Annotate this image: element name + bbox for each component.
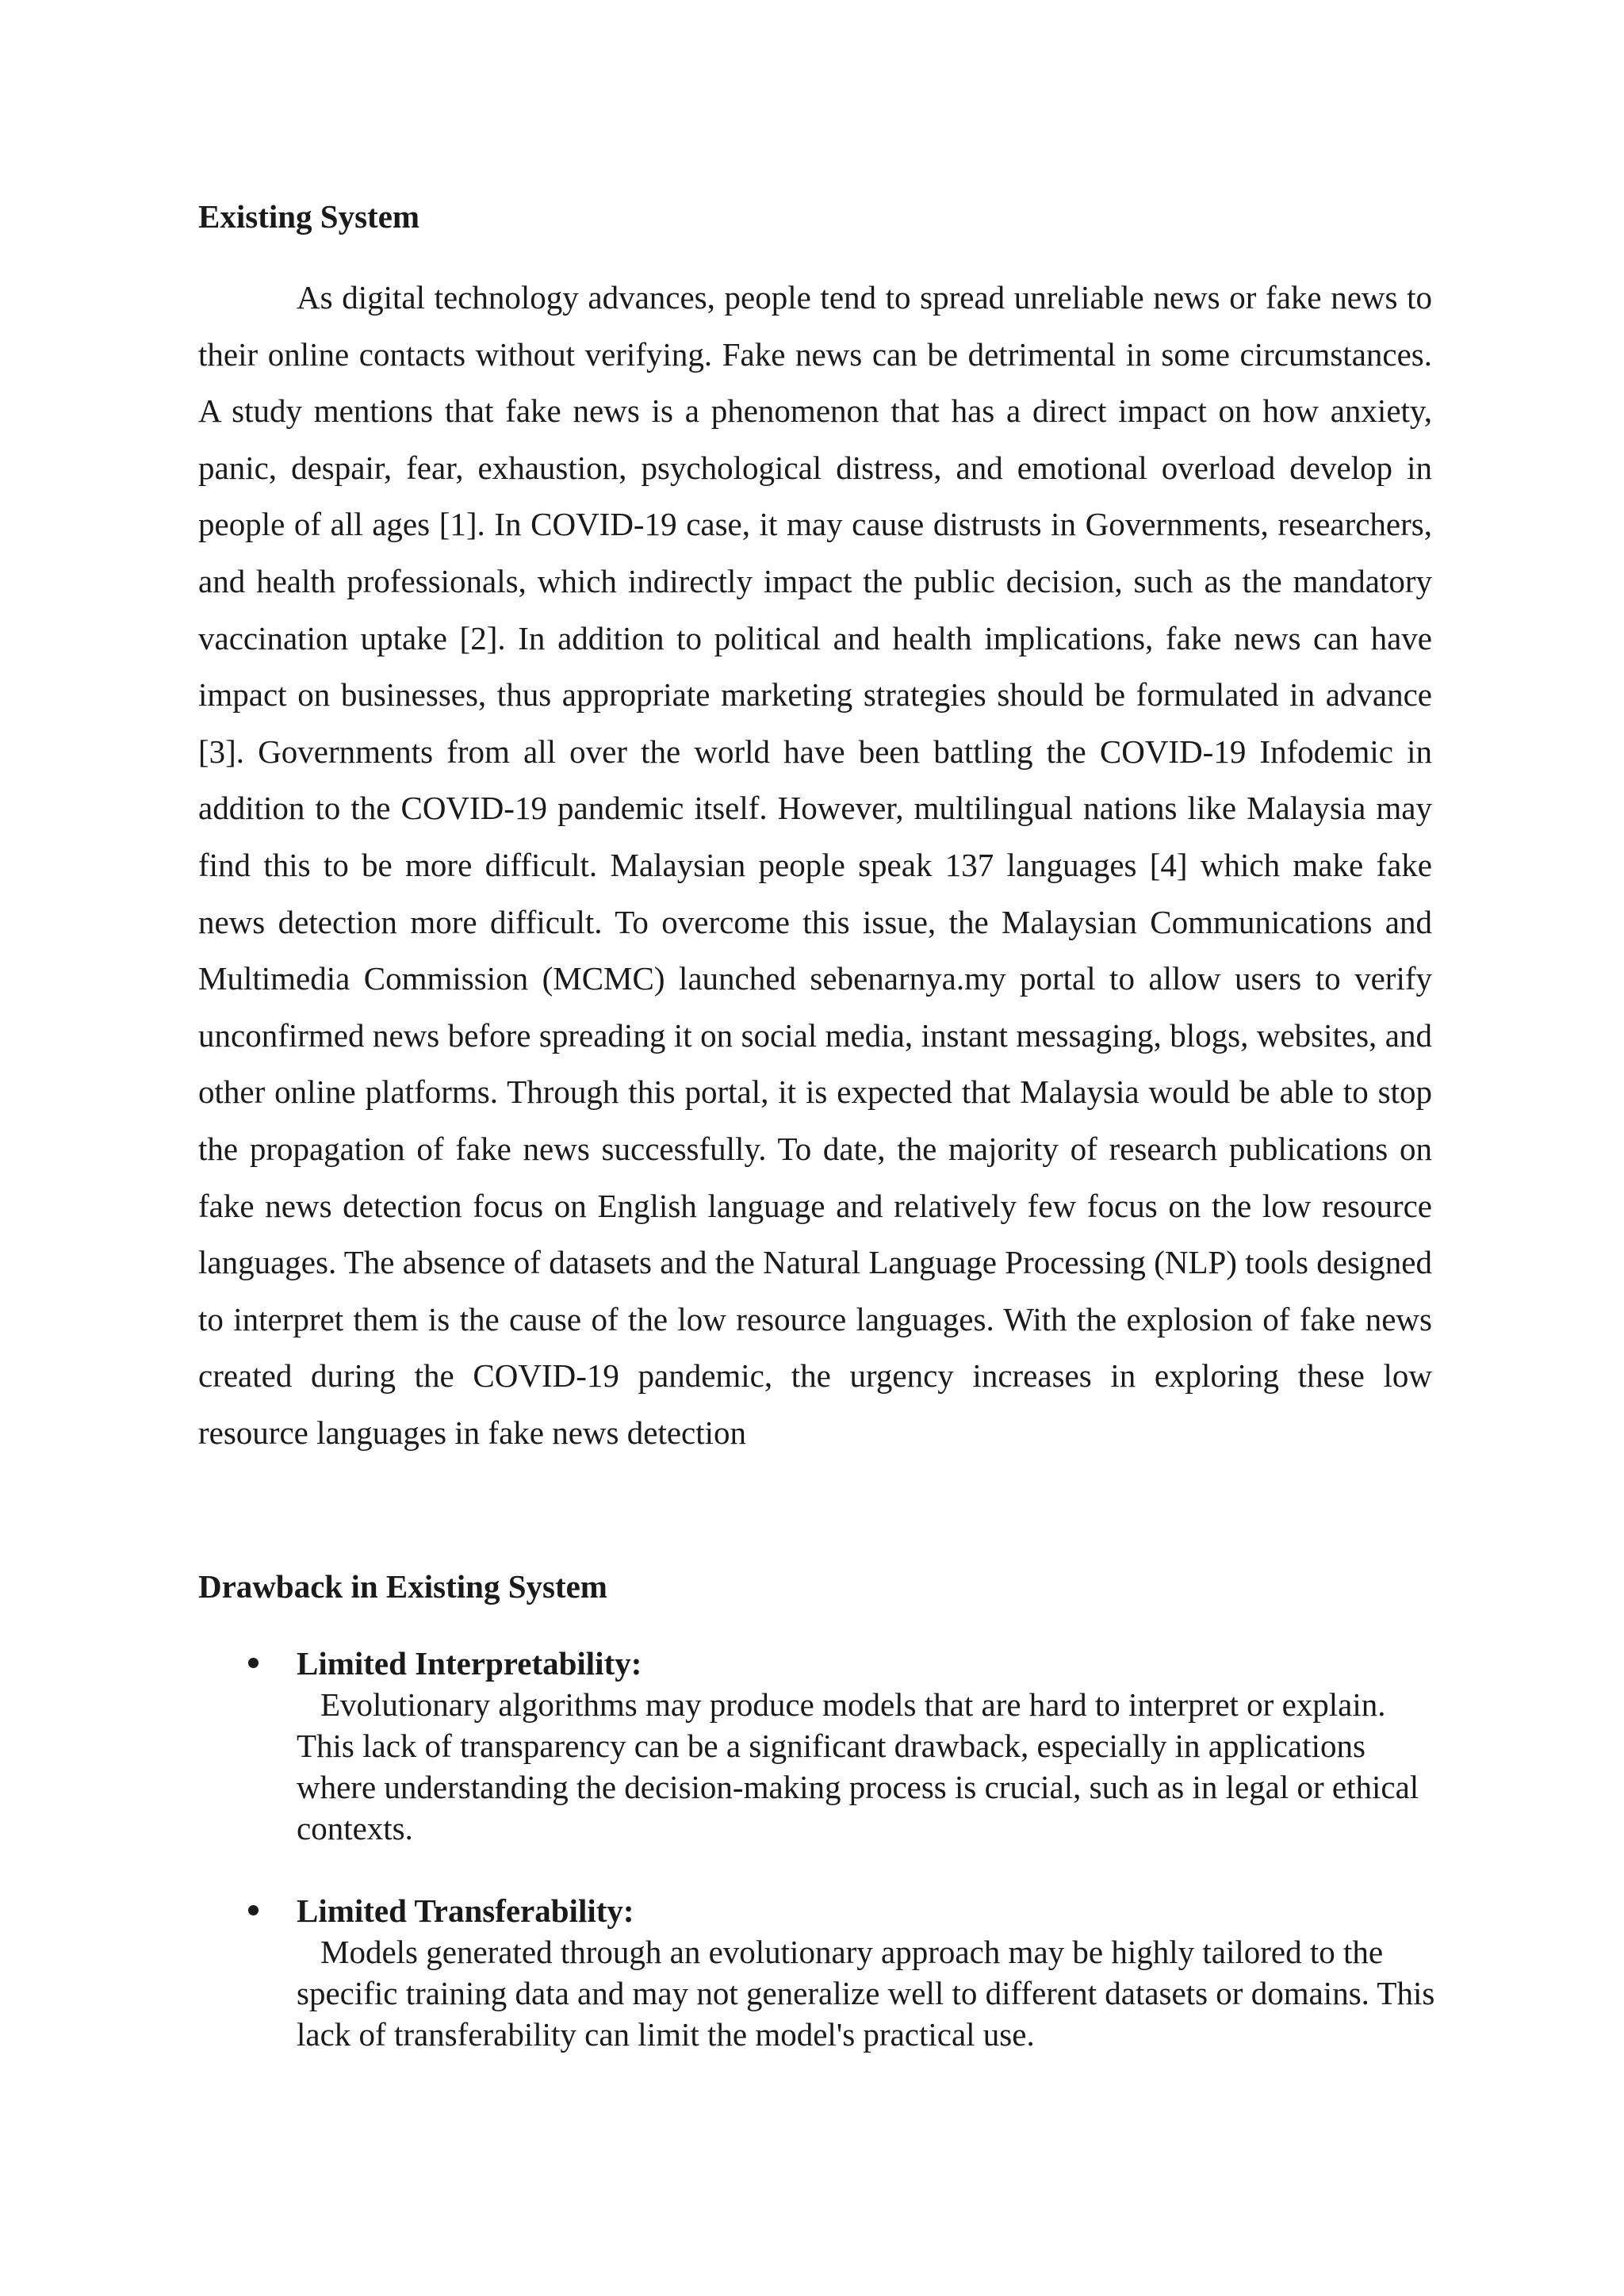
drawback-item-interpretability [198, 1643, 1435, 1849]
drawback-item-transferability [198, 1890, 1435, 2055]
existing-system-paragraph: As digital technology advances, people tend to spread unreliable news or fake news to their online contacts without verifying. Fake news can be detrimental in some circumstances. A study mentions that fake news is a phenomenon that has a direct impact on how anxiety, panic, despair, fear, exhaustion, psychological distress, and emotional overload develop in people of all ages [1]. In COVID-19 case, it may cause distrusts in Governments, researchers, and health professionals, which indirectly impact the public decision, such as the mandatory vaccination uptake [2]. In addition to political and health implications, fake news can have impact on businesses, thus appropriate marketing strategies should be formulated in advance [3]. Governments from all over the world have been battling the COVID-19 Infodemic in addition to the COVID-19 pandemic itself. However, multilingual nations like Malaysia may find this to be more difficult. Malaysian people speak 137 languages [4] which make fake news detection more difficult. To overcome this issue, the Malaysian Communications and Multimedia Commission (MCMC) launched sebenarnya.my portal to allow users to verify unconfirmed news before spreading it on social media, instant messaging, blogs, websites, and other online platforms. Through this portal, it is expected that Malaysia would be able to stop the propagation of fake news successfully. To date, the majority of research publications on fake news detection focus on English language and relatively few focus on the low resource languages. The absence of datasets and the Natural Language Processing (NLP) tools designed to interpret them is the cause of the low resource languages. With the explosion of fake news created during the COVID-19 pandemic, the urgency increases in exploring these low resource languages in fake news detection [198, 279, 1432, 1451]
drawback-item-title: Limited Interpretability: [297, 1645, 642, 1682]
bullet-icon [248, 1905, 259, 1915]
drawback-list [198, 1643, 1435, 2096]
existing-system-heading: Existing System [198, 198, 420, 235]
drawback-item-text: Models generated through an evolutionary approach may be highly tailored to the specific training data and may not generalize well to different datasets or domains. This lack of transferability can limit the model's practical use. [297, 1934, 1435, 2053]
drawback-heading: Drawback in Existing System [198, 1568, 607, 1605]
bullet-icon [248, 1658, 259, 1668]
drawback-item-title: Limited Transferability: [297, 1892, 634, 1929]
drawback-item-text: Evolutionary algorithms may produce models that are hard to interpret or explain. This lack of transparency can be a significant drawback, especially in applications where understanding the decision-making process is crucial, such as in legal or ethical contexts. [297, 1686, 1419, 1846]
